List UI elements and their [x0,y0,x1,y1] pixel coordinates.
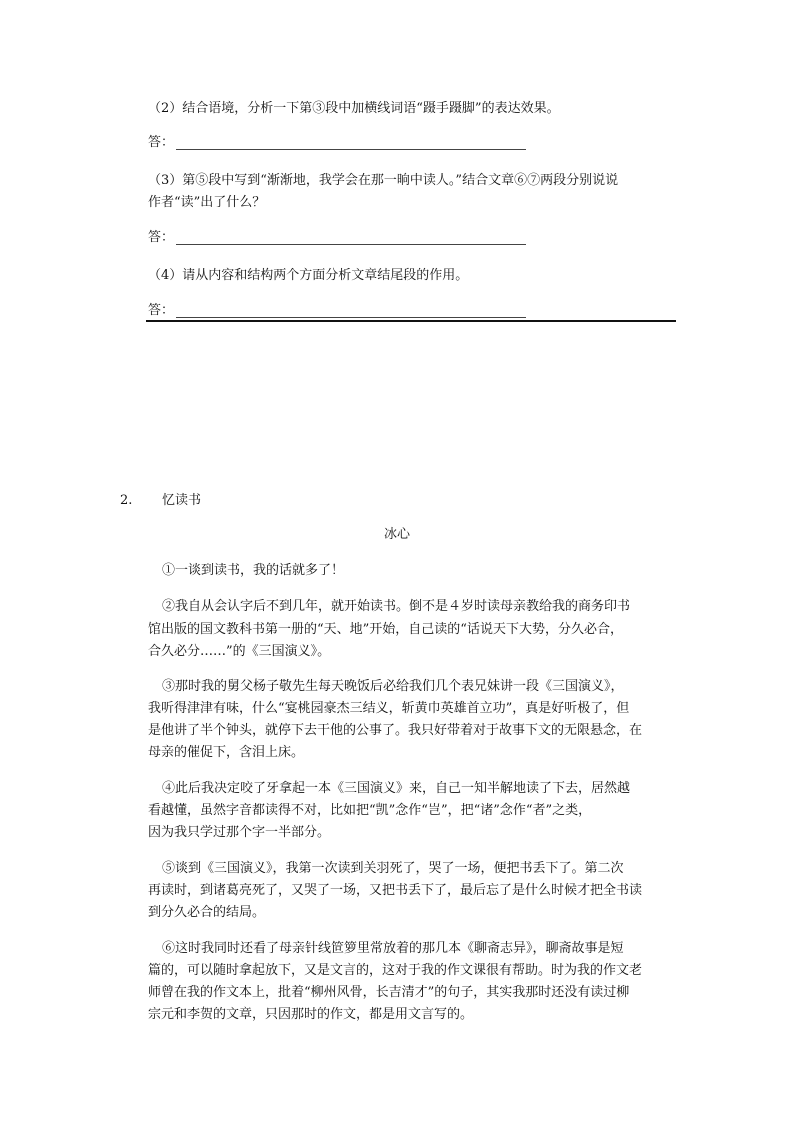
paragraph-3-line: ③那时我的舅父杨子敬先生每天晚饭后必给我们几个表兄妹讲一段《三国演义》， [162,679,624,694]
paragraph-4-line: 看越懂，虽然字音都读得不对，比如把“凯”念作“岂”，把“诸”念作“者”之类， [148,803,592,818]
paragraph-6-line: ⑥这时我同时还看了母亲针线笸箩里常放着的那几本《聊斋志异》，聊斋故事是短 [162,941,624,956]
paragraph-2-line: 合久必分……”的《三国演义》。 [148,644,331,659]
paragraph-2-line: 馆出版的国文教科书第一册的“天、地”开始，自己读的“话说天下大势，分久必合， [148,622,623,637]
passage-author: 冰心 [384,527,411,542]
paragraph-5-line: 再读时，到诸葛亮死了，又哭了一场，又把书丢下了，最后忘了是什么时候才把全书读 [148,883,643,898]
answer-label: 答： [148,135,175,150]
passage-title: 忆读书 [162,493,202,508]
answer-underline [176,149,526,150]
question-2: （2）结合语境，分析一下第③段中加横线词语“蹑手蹑脚”的表达效果。 [148,101,560,116]
answer-label: 答： [148,303,175,318]
paragraph-2-line: ②我自从会认字后不到几年，就开始读书。倒不是４岁时读母亲教给我的商务印书 [162,599,631,614]
paragraph-1-line: ①一谈到读书，我的话就多了！ [162,563,345,578]
paragraph-4-line: ④此后我决定咬了牙拿起一本《三国演义》来，自己一知半解地读了下去，居然越 [162,781,631,796]
question-4: （4）请从内容和结构两个方面分析文章结尾段的作用。 [148,268,469,283]
paragraph-5-line: ⑤谈到《三国演义》，我第一次读到关羽死了，哭了一场，便把书丢下了。第二次 [162,861,624,876]
paragraph-3-line: 我听得津津有味，什么“宴桃园豪杰三结义，斩黄巾英雄首立功”，真是好听极了，但 [148,701,630,716]
passage-number: 2. [120,493,133,508]
paragraph-5-line: 到分久必合的结局。 [148,905,266,920]
section-divider [146,320,676,322]
paragraph-6-line: 师曾在我的作文本上，批着“柳州风骨，长吉清才”的句子，其实我那时还没有读过柳 [148,985,630,1000]
answer-underline [176,244,526,245]
answer-underline [176,317,526,318]
answer-label: 答： [148,230,175,245]
question-3-line-1: （3）第⑤段中写到“渐渐地，我学会在那一晌中读人。”结合文章⑥⑦两段分别说说 [148,173,619,188]
paragraph-4-line: 因为我只学过那个字一半部分。 [148,825,331,840]
paragraph-6-line: 宗元和李贺的文章，只因那时的作文，都是用文言写的。 [148,1007,474,1022]
paragraph-3-line: 是他讲了半个钟头，就停下去干他的公事了。我只好带着对于故事下文的无限悬念，在 [148,723,643,738]
paragraph-3-line: 母亲的催促下，含泪上床。 [148,745,305,760]
paragraph-6-line: 篇的，可以随时拿起放下，又是文言的，这对于我的作文课很有帮助。时为我的作文老 [148,963,643,978]
question-3-line-2: 作者“读”出了什么？ [148,195,266,210]
